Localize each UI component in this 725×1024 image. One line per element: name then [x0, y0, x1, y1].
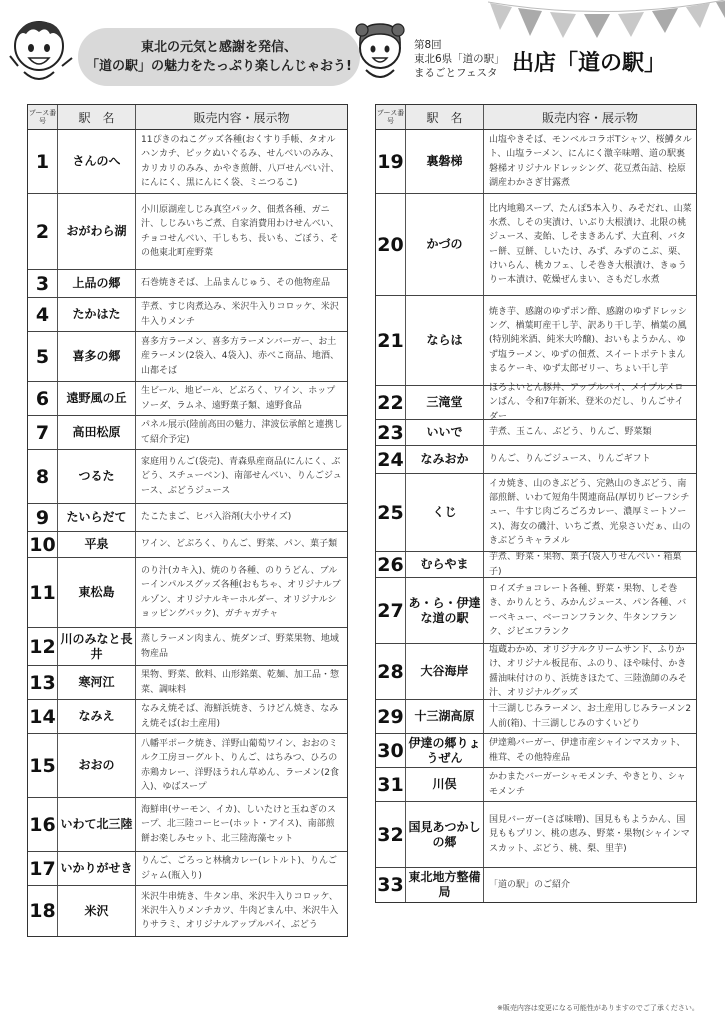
- item-description: [484, 868, 696, 902]
- table-row: [376, 474, 696, 552]
- exhibitor-table-right: [375, 104, 697, 903]
- item-description-text: りんご、ごろっと林檎カレー(レトルト)、りんごジャム(瓶入り): [141, 856, 338, 881]
- item-description: [484, 446, 696, 473]
- station-name-text: いかりがせき: [60, 861, 133, 875]
- station-name-text: 川俣: [432, 777, 457, 791]
- booth-number: [28, 734, 58, 797]
- table-row: [28, 270, 347, 298]
- item-description: [136, 332, 347, 381]
- booth-number-text: 12: [29, 635, 56, 658]
- station-name: [406, 802, 484, 867]
- table-row: [376, 644, 696, 700]
- station-name-text: 上品の郷: [72, 276, 121, 290]
- item-description-text: 果物、野菜、飲料、山形銘菓、乾麺、加工品・惣菜、調味料: [141, 670, 340, 695]
- item-description: [136, 130, 347, 193]
- tagline-line-2: 「道の駅」の魅力をたっぷり楽しんじゃおう!: [86, 59, 352, 74]
- booth-number-text: 22: [377, 391, 404, 414]
- booth-number-text: 15: [29, 754, 56, 777]
- item-description: [484, 296, 696, 385]
- booth-number-text: 23: [377, 421, 404, 444]
- booth-number: [376, 296, 406, 385]
- booth-number-text: 4: [35, 303, 50, 326]
- booth-number-text: 8: [35, 465, 50, 488]
- table-row: [376, 868, 696, 902]
- station-name: [406, 734, 484, 767]
- bunting-flags-icon: [488, 0, 725, 40]
- event-name: [414, 38, 505, 80]
- table-row: [28, 504, 347, 532]
- item-description: [136, 798, 347, 851]
- station-name: [406, 768, 484, 801]
- booth-number-text: 5: [35, 345, 50, 368]
- item-description: [484, 474, 696, 551]
- station-name: [58, 194, 136, 269]
- item-description-text: 伊達鶏バーガー、伊達市産シャインマスカット、椎茸、その他特産品: [489, 738, 686, 763]
- item-description-text: 焼き芋、感謝のゆずポン酢、感謝のゆずドレッシング、楢葉町産干し芋、訳あり干し芋、楢葉の風(特別純米酒、純米大吟醸)、おいもようかん、ゆず塩ラーメン、ゆずの佃煮、スイートポテトまんまるケーキ、ゆず太郎ゼリー、ちょい干し芋: [489, 306, 687, 374]
- item-description-text: 芋煮、すじ肉煮込み、米沢牛入りコロッケ、米沢牛入りメンチ: [141, 302, 339, 327]
- table-row: [376, 700, 696, 734]
- station-name-text: かづの: [426, 237, 463, 251]
- booth-number-text: 14: [29, 705, 56, 728]
- booth-number-text: 21: [377, 329, 404, 352]
- booth-number-text: 11: [29, 581, 56, 604]
- item-description: [484, 130, 696, 193]
- booth-number: [28, 270, 58, 297]
- booth-number-text: 29: [377, 705, 404, 728]
- item-description: [136, 886, 347, 936]
- booth-number-text: 33: [377, 874, 404, 896]
- item-description: [136, 504, 347, 531]
- item-description: [136, 450, 347, 503]
- booth-number: [28, 558, 58, 627]
- station-name-text: さんのへ: [72, 154, 121, 168]
- booth-number: [376, 802, 406, 867]
- booth-number-text: 20: [377, 233, 404, 256]
- item-description-text: 小川原湖産しじみ真空パック、佃煮各種、ガニ汁、しじみいちご煮、自家消費用わけせんべい、チョコせんべい、干しもち、長いも、ごぼう、その他東北町産野菜: [141, 204, 339, 258]
- station-name: [58, 798, 136, 851]
- table-row: [376, 446, 696, 474]
- item-description-text: りんご、りんごジュース、りんごギフト: [489, 454, 651, 465]
- station-name: [406, 446, 484, 473]
- item-description-text: のり汁(カキ入)、焼のり各種、のりうどん、ブルーインパルスグッズ各種(おもちゃ、オリジナルブルゾン、オリジナルキーホルダー、オリジナルショッピングバック)、ガチャガチャ: [141, 565, 341, 619]
- station-name: [58, 270, 136, 297]
- booth-number: [28, 130, 58, 193]
- column-header-booth: ブース番号: [28, 105, 58, 129]
- table-row: [28, 558, 347, 628]
- booth-number: [28, 852, 58, 885]
- table-row: [28, 628, 347, 666]
- station-name: [406, 386, 484, 419]
- booth-number-text: 26: [377, 553, 404, 576]
- table-row: [376, 296, 696, 386]
- station-name: [58, 700, 136, 733]
- station-name: [406, 194, 484, 295]
- table-row: [28, 298, 347, 332]
- booth-number-text: 9: [35, 506, 50, 529]
- booth-number: [376, 420, 406, 445]
- table-row: [376, 578, 696, 644]
- booth-number-text: 31: [377, 773, 404, 796]
- item-description-text: イカ焼き、山のきぶどう、完熟山のきぶどう、南部煎餅、いわて短角牛関連商品(厚切りビーフシチュー、牛すじ肉ごろごろカレー、濃厚ミートソース)、海女の磯汁、いちご煮、光泉さいだぁ、山のきぶどうキャラメル: [489, 478, 691, 546]
- booth-number: [376, 446, 406, 473]
- item-description-text: かわまたバーガーシャモメンチ、やきとり、シャモメンチ: [489, 772, 686, 797]
- table-row: [28, 852, 347, 886]
- station-name-text: おがわら湖: [66, 224, 127, 238]
- station-name: [406, 420, 484, 445]
- booth-number-text: 27: [377, 599, 404, 622]
- item-description: [484, 734, 696, 767]
- table-row: [28, 382, 347, 416]
- booth-number: [28, 332, 58, 381]
- item-description-text: 山塩やきそば、モンベルコラボTシャツ、桜鱒タルト、山塩ラーメン、にんにく激辛味噌、道の駅裏磐梯オリジナルドレッシング、花豆煮缶詰、桧原湖産わかさぎ甘露煮: [489, 134, 692, 188]
- booth-number: [28, 450, 58, 503]
- girl-mascot-icon: [350, 16, 410, 90]
- station-name-text: 喜多の郷: [72, 349, 121, 363]
- item-description-text: 家庭用りんご(袋売)、青森県産商品(にんにく、ぶどう、スチューベン)、南部せんべい、りんごジュース、ぶどうジュース: [141, 457, 342, 496]
- item-description-text: 芋煮、野菜・果物、菓子(袋入りせんべい・箱菓子): [489, 552, 682, 577]
- booth-number: [376, 768, 406, 801]
- booth-number-text: 3: [35, 272, 50, 295]
- item-description: [136, 382, 347, 415]
- item-description-text: ワイン、どぶろく、りんご、野菜、パン、菓子類: [141, 539, 338, 550]
- table-row: [376, 802, 696, 868]
- station-name-text: 裏磐梯: [426, 154, 463, 168]
- station-name-text: ならは: [426, 333, 463, 347]
- station-name: [58, 558, 136, 627]
- item-description-text: 米沢牛串焼き、牛タン串、米沢牛入りコロッケ、米沢牛入りメンチカツ、牛肉どまん中、米沢牛入りサラミ、オリジナルアップルパイ、ぶどう: [141, 891, 339, 931]
- item-description: [484, 383, 696, 422]
- station-name-text: いいで: [426, 425, 463, 439]
- item-description: [136, 270, 347, 297]
- item-description: [136, 532, 347, 557]
- booth-number-text: 18: [29, 900, 56, 922]
- table-row: [28, 798, 347, 852]
- station-name-text: いわて北三陸: [60, 817, 133, 831]
- station-name-text: 東松島: [78, 585, 115, 599]
- station-name-text: たいらだて: [66, 510, 127, 524]
- column-header-booth: ブース番号: [376, 105, 406, 129]
- item-description: [136, 194, 347, 269]
- booth-number: [376, 734, 406, 767]
- table-header: [28, 105, 347, 130]
- station-name: [406, 552, 484, 577]
- item-description: [136, 416, 347, 449]
- item-description-text: 11ぴきのねこグッズ各種(おくすり手帳、タオルハンカチ、ピックぬいぐるみ、せんべいのみみ、カリカリのみみ、かやき煎餅、八戸せんべい汁、にんにく、黒にんにく袋、ミニつるこ): [141, 134, 340, 188]
- booth-number-text: 24: [377, 448, 404, 471]
- item-description-text: 国見バーガー(さば味噌)、国見ももようかん、国見ももプリン、桃の恵み、野菜・果物(シャインマスカット、ぶどう、桃、梨、里芋): [489, 815, 690, 854]
- booth-number: [28, 700, 58, 733]
- station-name: [58, 532, 136, 557]
- item-description-text: なみえ焼そば、海鮮浜焼き、うけどん焼き、なみえ焼そば(お土産用): [141, 704, 339, 729]
- station-name-text: つるた: [78, 469, 115, 483]
- event-edition: 第8回: [414, 39, 442, 51]
- booth-number: [376, 474, 406, 551]
- item-description: [484, 700, 696, 733]
- station-name: [58, 666, 136, 699]
- item-description-text: ロイズチョコレート各種、野菜・果物、しそ巻き、かりんとう、みかんジュース、パン各種、バーベキュー、ベーコンフランク、牛タンフランク、ジビエフランク: [489, 583, 687, 637]
- booth-number: [28, 886, 58, 936]
- item-description: [484, 552, 696, 577]
- table-header: [376, 105, 696, 130]
- station-name-text: 平泉: [84, 537, 109, 551]
- booth-number: [28, 666, 58, 699]
- station-name: [406, 296, 484, 385]
- booth-number: [28, 628, 58, 665]
- booth-number: [376, 644, 406, 699]
- footnote: ※販売内容は変更になる可能性がありますのでご了承ください。: [497, 1004, 699, 1012]
- station-name: [58, 450, 136, 503]
- item-description: [136, 852, 347, 885]
- station-name: [58, 504, 136, 531]
- booth-number-text: 6: [35, 387, 50, 410]
- station-name: [406, 644, 484, 699]
- station-name-text: 川のみなと長井: [60, 631, 133, 661]
- booth-number: [28, 194, 58, 269]
- table-row: [28, 416, 347, 450]
- station-name: [58, 886, 136, 936]
- booth-number-text: 17: [29, 857, 56, 880]
- booth-number-text: 1: [35, 150, 50, 173]
- station-name-text: 国見あつかしの郷: [408, 819, 481, 849]
- item-description-text: 芋煮、玉こん、ぶどう、りんご、野菜類: [489, 427, 652, 438]
- booth-number: [28, 504, 58, 531]
- station-name-text: なみおか: [420, 452, 469, 466]
- column-header-items: 販売内容・展示物: [541, 110, 638, 125]
- station-name-text: あ・ら・伊達な道の駅: [408, 595, 481, 625]
- table-row: [376, 768, 696, 802]
- table-row: [28, 194, 347, 270]
- booth-number: [376, 578, 406, 643]
- page-title: 出店「道の駅」: [512, 51, 667, 76]
- table-body: [28, 130, 347, 936]
- table-row: [376, 383, 696, 422]
- item-description: [484, 768, 696, 801]
- station-name: [58, 332, 136, 381]
- booth-number-text: 2: [35, 220, 50, 243]
- table-row: [28, 332, 347, 382]
- station-name-text: 寒河江: [78, 675, 115, 689]
- station-name: [406, 474, 484, 551]
- table-row: [28, 532, 347, 558]
- booth-number-text: 28: [377, 660, 404, 683]
- exhibitor-table-left: [27, 104, 348, 937]
- station-name: [406, 130, 484, 193]
- item-description: [136, 734, 347, 797]
- station-name: [406, 700, 484, 733]
- item-description: [484, 420, 696, 445]
- station-name-text: 三滝堂: [426, 395, 463, 409]
- booth-number-text: 30: [377, 739, 404, 762]
- booth-number-text: 10: [29, 533, 56, 556]
- booth-number: [28, 798, 58, 851]
- station-name: [58, 734, 136, 797]
- station-name: [58, 416, 136, 449]
- event-title-line-1: 東北6県「道の駅」: [414, 53, 505, 65]
- station-name-text: たかはた: [72, 307, 121, 321]
- table-row: [376, 734, 696, 768]
- tagline-banner: [78, 28, 360, 86]
- table-row: [28, 734, 347, 798]
- booth-number: [28, 298, 58, 331]
- item-description-text: ほろよいとん豚丼、アップルパイ、メイプルメロンぱん、令和7年新米、登米のだし、りんごサイダー: [489, 383, 684, 422]
- booth-number: [28, 416, 58, 449]
- item-description-text: 蒸しラーメン肉まん、焼ダンゴ、野菜果物、地域物産品: [141, 634, 339, 659]
- item-description: [136, 666, 347, 699]
- station-name-text: 高田松原: [72, 425, 121, 439]
- item-description: [136, 628, 347, 665]
- table-row: [28, 666, 347, 700]
- item-description-text: 石巻焼きそば、上品まんじゅう、その他物産品: [141, 278, 331, 289]
- tagline-line-1: 東北の元気と感謝を発信、: [140, 40, 297, 55]
- booth-number: [28, 532, 58, 557]
- table-row: [28, 700, 347, 734]
- item-description-text: 海鮮串(サーモン、イカ)、しいたけと玉ねぎのスープ、北三陸コーヒー(ホット・アイス)、南部煎餅お楽しみセット、北三陸海藻セット: [141, 805, 337, 844]
- station-name-text: 十三湖高原: [414, 709, 475, 723]
- booth-number: [28, 382, 58, 415]
- item-description: [136, 700, 347, 733]
- item-description: [484, 802, 696, 867]
- station-name: [58, 628, 136, 665]
- table-row: [28, 130, 347, 194]
- station-name-text: 大谷海岸: [420, 664, 469, 678]
- station-name: [58, 382, 136, 415]
- booth-number-text: 19: [377, 150, 404, 173]
- station-name: [58, 130, 136, 193]
- item-description-text: 「道の駅」のご紹介: [489, 879, 571, 890]
- item-description-text: たこたまご、ヒバ入浴剤(大小サイズ): [141, 512, 292, 523]
- station-name: [58, 298, 136, 331]
- booth-number: [376, 700, 406, 733]
- item-description: [136, 558, 347, 627]
- booth-number-text: 7: [35, 421, 50, 444]
- column-header-items: 販売内容・展示物: [193, 110, 290, 125]
- item-description-text: 比内地鶏スープ、たんぽ5本入り、みそだれ、山菜水煮、しその実漬け、いぶり大根漬け、北限の桃ジュース、麦飴、しそまきあんず、大直利、バター餅、豆餅、しいたけ、みず、みずのこぶ、栗、けいらん、桃カフェ、しそ巻き大根漬け、きゅうりー本漬け、乾燥ぜんまい、さもだし水煮: [489, 203, 692, 286]
- booth-number-text: 32: [377, 823, 404, 846]
- booth-number: [376, 386, 406, 419]
- column-header-station: 駅 名: [58, 105, 136, 129]
- table-row: [376, 420, 696, 446]
- booth-number-text: 16: [29, 813, 56, 836]
- item-description-text: 十三湖しじみラーメン、お土産用しじみラーメン2人前(箱)、十三湖しじみのすくいどり: [489, 704, 692, 729]
- booth-number: [376, 552, 406, 577]
- station-name-text: くじ: [432, 505, 457, 519]
- item-description: [484, 578, 696, 643]
- item-description: [136, 298, 347, 331]
- booth-number: [376, 130, 406, 193]
- station-name-text: 遠野風の丘: [66, 391, 127, 405]
- station-name-text: なみえ: [78, 709, 115, 723]
- item-description-text: 八幡平ポーク焼き、洋野山葡萄ワイン、おおのミルク工房ヨーグルト、りんご、はちみつ、ひろの赤鶏カレー、洋野ほうれん草めん、ラーメン(2食入)、ゆばスープ: [141, 738, 339, 792]
- table-row: [376, 552, 696, 578]
- boy-mascot-icon: [6, 16, 76, 90]
- station-name-text: 伊達の郷りょうぜん: [408, 735, 481, 765]
- item-description: [484, 194, 696, 295]
- item-description-text: 塩蔵わかめ、オリジナルクリームサンド、ふりかけ、オリジナル板昆布、ふのり、ほや味付、かき醤油味付けのり、浜焼きほたて、三陸漁師のみそ汁、オリジナルグッズ: [489, 644, 687, 698]
- item-description-text: 喜多方ラーメン、喜多方ラーメンバーガー、お土産ラーメン(2袋入、4袋入)、赤べこ商品、地酒、山都そば: [141, 337, 340, 376]
- table-row: [28, 886, 347, 936]
- station-name: [406, 868, 484, 902]
- column-header-station: 駅 名: [406, 105, 484, 129]
- table-row: [376, 194, 696, 296]
- table-row: [28, 450, 347, 504]
- item-description: [484, 644, 696, 699]
- item-description-text: パネル展示(陸前高田の魅力、津波伝承館と連携して紹介予定): [141, 420, 343, 445]
- item-description-text: 生ビール、地ビール、どぶろく、ワイン、ホップソーダ、ラムネ、遠野菓子類、遠野食品: [141, 386, 336, 411]
- page-header: [0, 0, 725, 98]
- station-name-text: おおの: [78, 758, 115, 772]
- station-name: [58, 852, 136, 885]
- booth-number-text: 25: [377, 501, 404, 524]
- station-name-text: むらやま: [420, 557, 469, 571]
- booth-number: [376, 868, 406, 902]
- station-name-text: 米沢: [84, 903, 109, 918]
- station-name-text: 東北地方整備局: [408, 870, 481, 899]
- station-name: [406, 578, 484, 643]
- table-body: [376, 130, 696, 902]
- table-row: [376, 130, 696, 194]
- booth-number-text: 13: [29, 671, 56, 694]
- event-title-line-2: まるごとフェスタ: [414, 67, 498, 79]
- booth-number: [376, 194, 406, 295]
